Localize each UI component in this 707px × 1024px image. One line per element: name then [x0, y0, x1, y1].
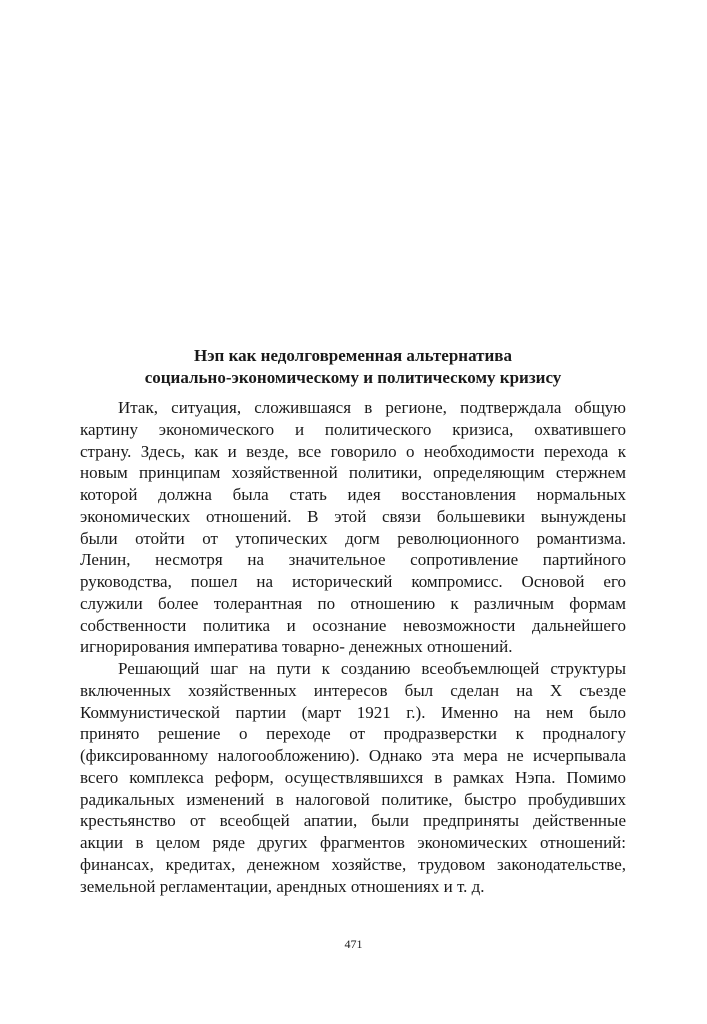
heading-line-1: Нэп как недолговременная альтернатива	[193, 346, 512, 365]
text-line: Итак, ситуация, сложившаяся в регионе, подтверждала общую	[118, 398, 626, 417]
text-line: включенных хозяйственных интересов был сделан на X съезде	[80, 680, 626, 700]
text-line: акции в целом ряде других фрагментов экономических отношений:	[80, 833, 626, 852]
paragraph-2	[80, 658, 626, 897]
text-line: служили более толерантная по отношению к различным формам	[80, 593, 626, 613]
text-line: принято решение о переходе от продразверстки к продналогу	[80, 724, 626, 744]
text-line: руководства, пошел на исторический компромисс. Основой его	[80, 572, 626, 591]
text-line: Ленин, несмотря на значительное сопротивление партийного	[80, 550, 626, 570]
text-line: которой должна была стать идея восстановления нормальных	[80, 485, 626, 504]
text-line: радикальных изменений в налоговой политике, быстро пробудивших	[80, 789, 626, 809]
text-line: всего комплекса реформ, осуществлявшихся в рамках Нэпа. Помимо	[80, 767, 626, 787]
text-line: новым принципам хозяйственной политики, определяющим стержнем	[80, 463, 626, 483]
text-line: страну. Здесь, как и везде, все говорило о необходимости перехода к	[80, 441, 626, 461]
text-line: земельной регламентации, арендных отношениях и т. д.	[80, 876, 485, 896]
text-line: собственности политика и осознание невозможности дальнейшего	[80, 615, 626, 635]
text-line: картину экономического и политического кризиса, охватившего	[80, 419, 626, 439]
text-line: игнорирования императива товарно- денежных отношений.	[80, 637, 513, 657]
text-line: экономических отношений. В этой связи большевики вынуждены	[80, 506, 626, 526]
heading-line-2: социально-экономическому и политическому кризису	[144, 368, 562, 387]
text-line: финансах, кредитах, денежном хозяйстве, трудовом законодательстве,	[80, 854, 626, 874]
text-line: были отойти от утопических догм революционного романтизма.	[80, 528, 626, 548]
text-line: Коммунистической партии (март 1921 г.). Именно на нем было	[80, 702, 626, 722]
paragraph-1	[80, 397, 626, 658]
text-line: крестьянство от всеобщей апатии, были предприняты действенные	[80, 811, 626, 831]
text-line: Решающий шаг на пути к созданию всеобъемлющей структуры	[118, 659, 626, 678]
body-text	[80, 397, 626, 897]
section-heading	[80, 345, 626, 389]
text-line: (фиксированному налогообложению). Однако эта мера не исчерпывала	[80, 746, 626, 765]
page-number: 471	[344, 937, 363, 951]
